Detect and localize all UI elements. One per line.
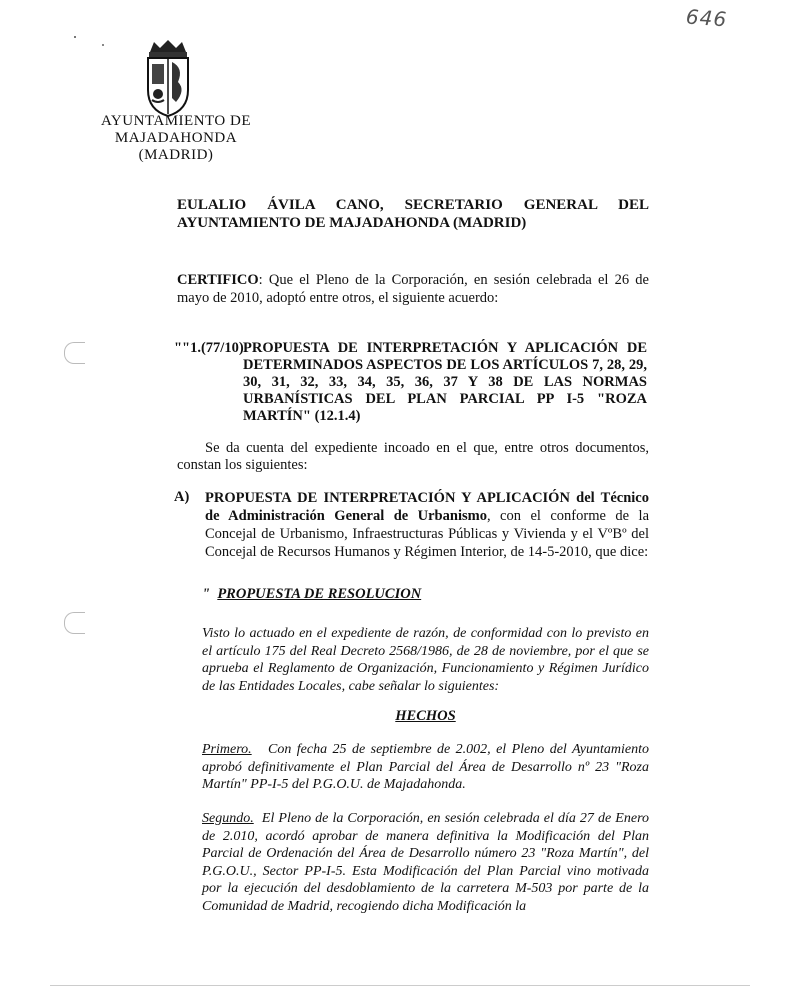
proposal-title: PROPUESTA DE RESOLUCION (217, 586, 422, 602)
agenda-item-number: ""1.(77/10) (174, 340, 244, 356)
organization-line-2: MAJADAHONDA (114, 130, 238, 146)
facts-heading: HECHOS (395, 708, 456, 724)
binder-hole (64, 342, 85, 364)
scan-speck (102, 44, 104, 46)
certification-label: CERTIFICO (177, 272, 259, 288)
organization-header (96, 113, 256, 164)
organization-line-3: (MADRID) (138, 147, 214, 163)
section-a-label: A) (174, 489, 190, 505)
proposal-heading (202, 586, 421, 603)
proposal-quote: " (202, 586, 211, 602)
fact-segundo-label: Segundo. (202, 811, 254, 826)
scan-edge (50, 985, 750, 986)
organization-line-1: AYUNTAMIENTO DE (100, 113, 252, 129)
certification-text: : Que el Pleno de la Corporación, en sesión celebrada el 26 de mayo de 2010, adoptó entre otros, el siguiente acuerdo: (177, 272, 649, 306)
agenda-item-title: PROPUESTA DE INTERPRETACIÓN Y APLICACIÓN DE DETERMINADOS ASPECTOS DE LOS ARTÍCULOS 7, 28, 29, 30, 31, 32, 33, 34, 35, 36, 37 Y 38 DE LAS NORMAS URBANÍSTICAS DEL PLAN PARCIAL PP I-5 "ROZA MARTÍN" (12.1.4) (243, 340, 647, 424)
visto-paragraph: Visto lo actuado en el expediente de razón, de conformidad con lo previsto en el artículo 175 del Real Decreto 2568/1986, de 28 de noviembre, por el que se aprueba el Reglamento de Organización, Funcionamiento y Régimen Jurídico de las Entidades Locales, cabe señalar lo siguientes: (202, 626, 649, 694)
fact-segundo (202, 810, 649, 915)
fact-primero-text: Con fecha 25 de septiembre de 2.002, el Pleno del Ayuntamiento aprobó definitivamente el Plan Parcial del Área de Desarrollo nº 23 "Roza Martín" PP-I-5 del P.G.O.U. de Majadahonda. (202, 742, 649, 792)
intro-paragraph: Se da cuenta del expediente incoado en el que, entre otros documentos, constan los siguientes: (177, 440, 649, 473)
fact-primero-label: Primero. (202, 742, 252, 757)
section-a-bold: PROPUESTA DE INTERPRETACIÓN Y APLICACIÓN del Técnico de Administración General de Urbanismo (205, 490, 649, 524)
page-number: 646 (685, 4, 728, 32)
binder-hole (64, 612, 85, 634)
fact-primero (202, 741, 649, 794)
secretary-line-1: EULALIO ÁVILA CANO, SECRETARIO GENERAL DEL (177, 197, 649, 213)
certification-paragraph (177, 271, 649, 307)
coat-of-arms-icon (140, 38, 196, 118)
fact-segundo-text: El Pleno de la Corporación, en sesión celebrada el día 27 de Enero de 2.010, acordó aprobar de manera definitiva la Modificación del Plan Parcial de Ordenación del Área de Desarrollo número 23 "Roza Martín", del P.G.O.U., Sector PP-I-5. Esta Modificación del Plan Parcial vino motivada por la ejecución del desdoblamiento de la carretera M-503 por parte de la Comunidad de Madrid, recogiendo dicha Modificación la (202, 811, 650, 914)
scan-speck (74, 36, 76, 38)
section-a-paragraph (205, 489, 649, 561)
section-a-rest: , con el conforme de la Concejal de Urbanismo, Infraestructuras Públicas y Vivienda y el VºBº del Concejal de Recursos Humanos y Régimen Interior, de 14-5-2010, que dice: (205, 508, 650, 560)
secretary-line-2: AYUNTAMIENTO DE MAJADAHONDA (MADRID) (177, 215, 527, 231)
